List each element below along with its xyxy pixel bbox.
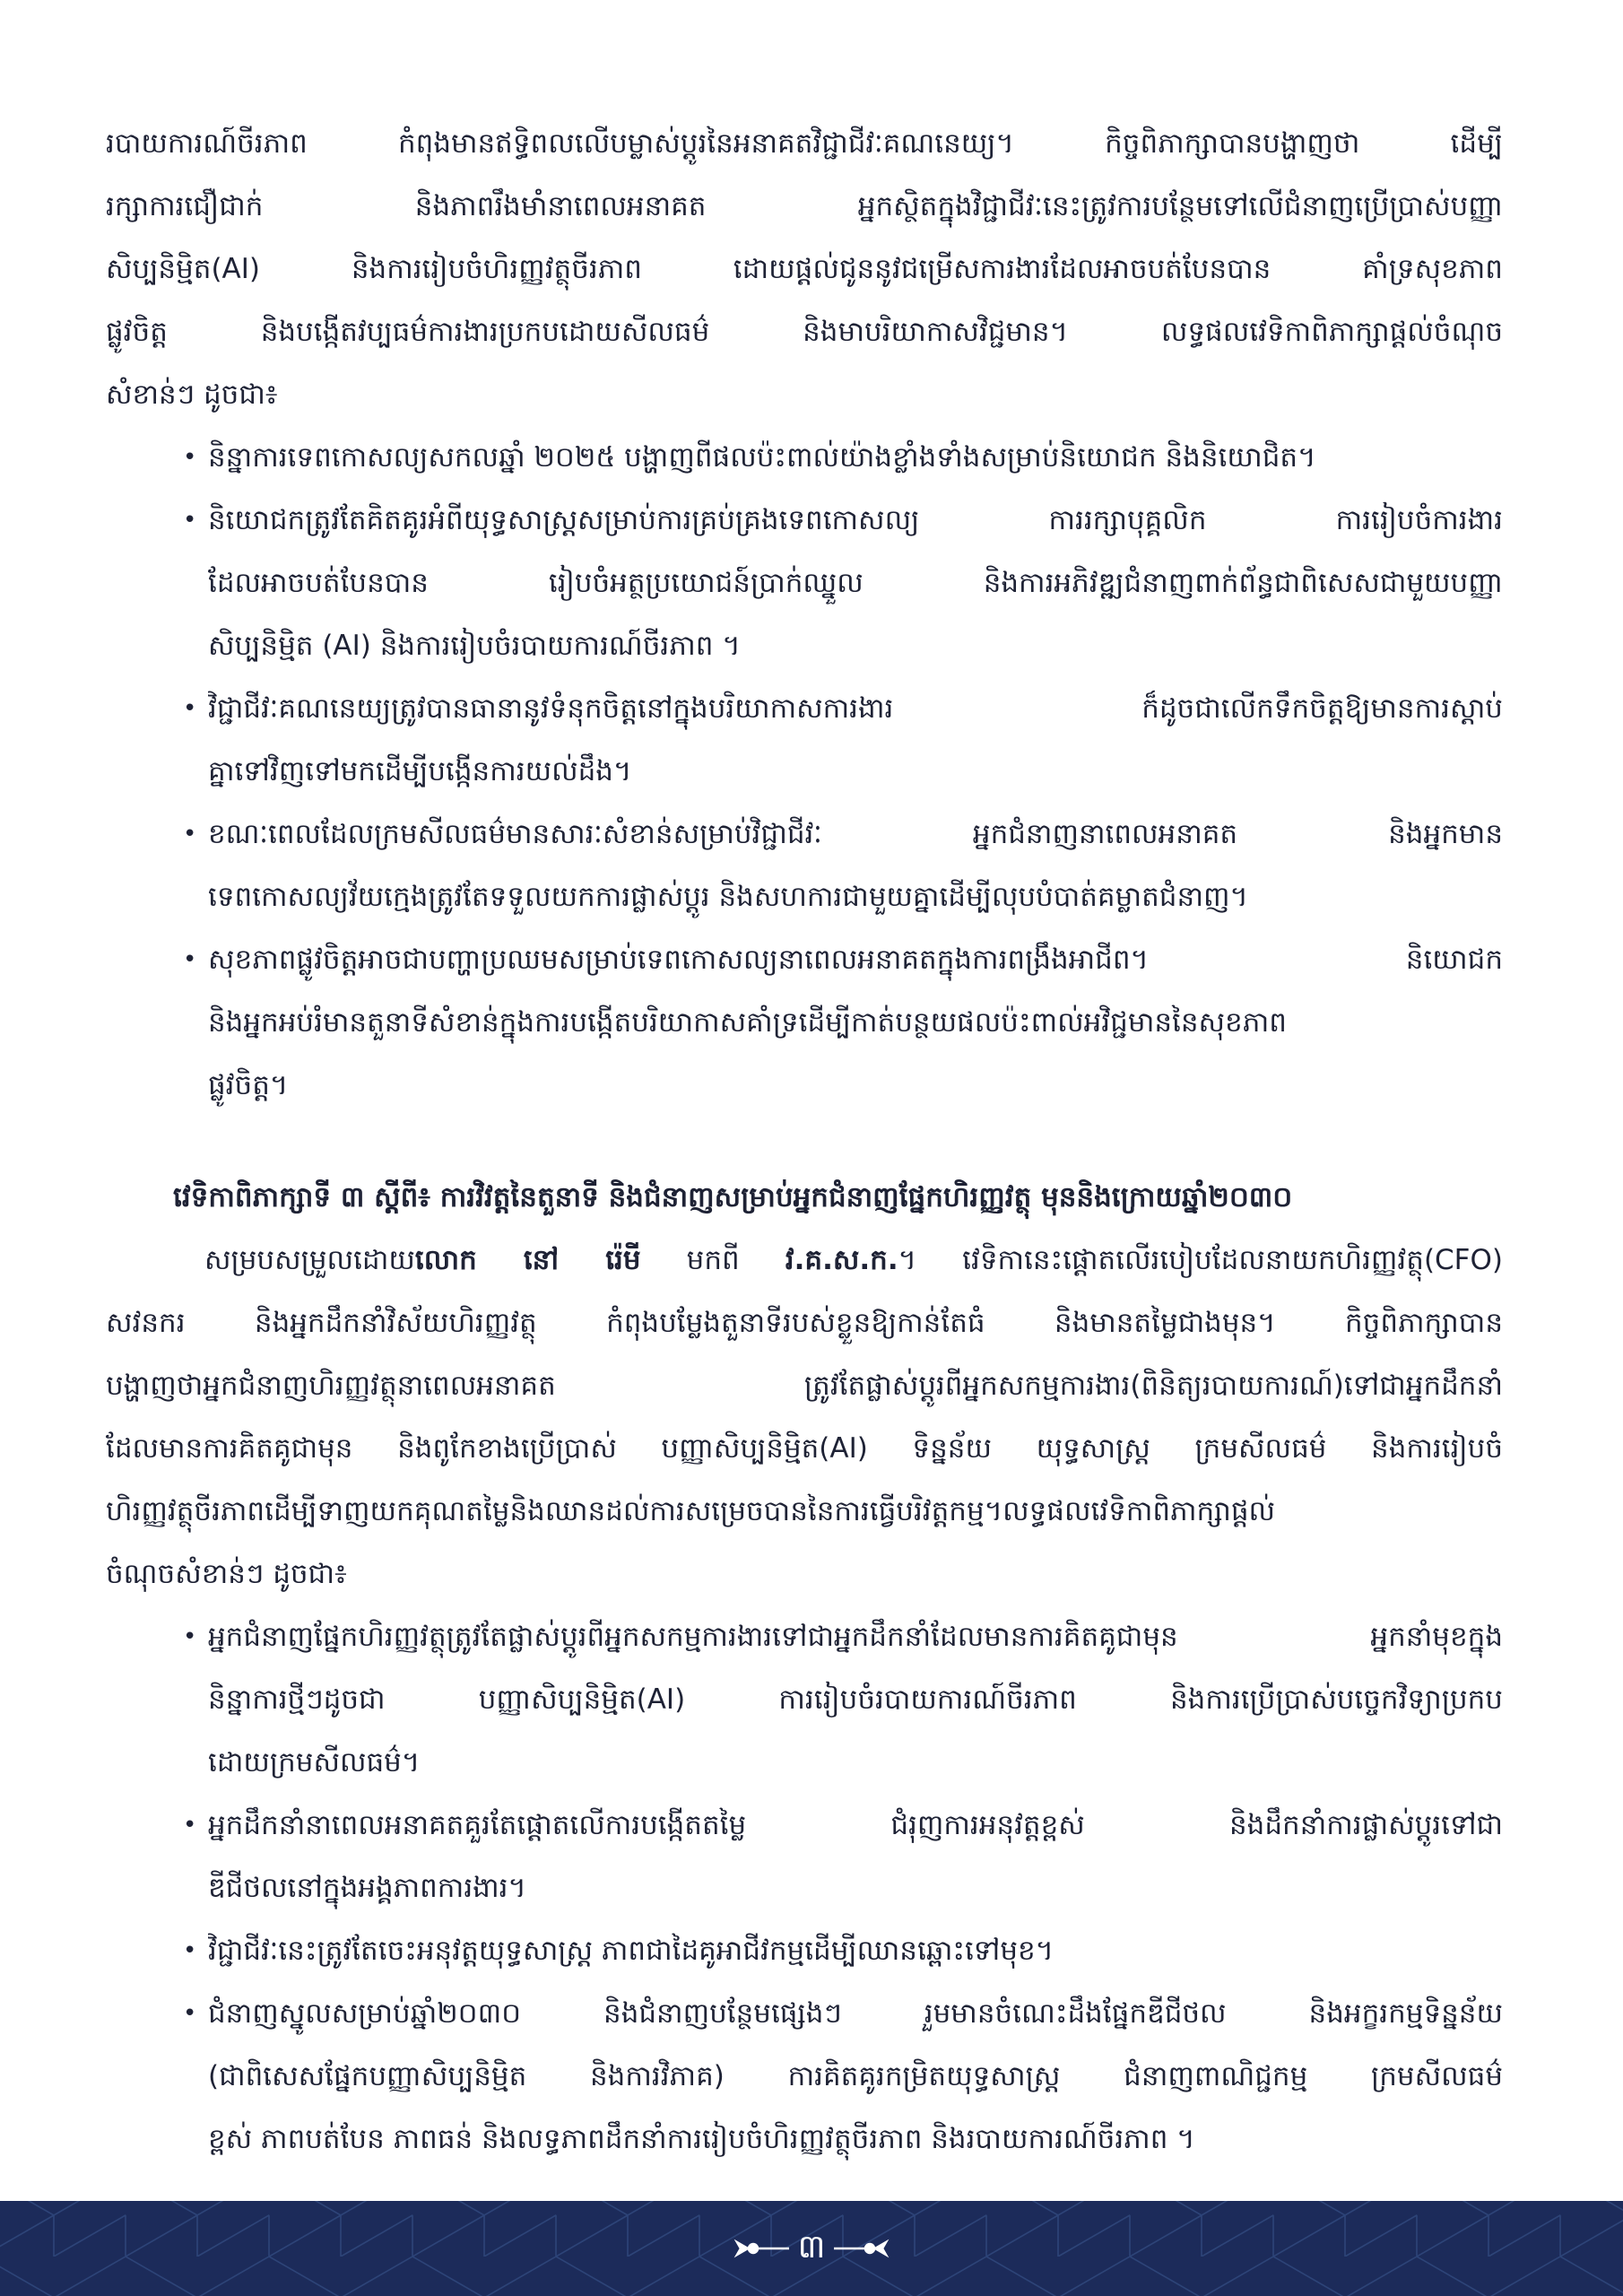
bullet-icon: • — [183, 444, 197, 471]
list-item-line: ខ្ពស់ ភាពបត់បែន ភាពធន់ និងលទ្ធភាពដឹកនាំការរៀបចំហិរញ្ញវត្ថុចីរភាព និងរបាយការណ៍ចីរភាព ។ — [208, 2123, 1195, 2155]
list-item — [183, 1919, 1503, 1982]
list-item — [183, 677, 1503, 803]
list-item-line: វិជ្ជាជីវៈគណនេយ្យត្រូវបានធានានូវទំនុកចិត្តនៅក្នុងបរិយាកាសការងារ ក៏ដូចជាលើកទឹកចិត្តឱ្យមានការស្តាប់ — [208, 692, 1503, 725]
list-item — [183, 1982, 1503, 2170]
list-item-line: ផ្លូវចិត្ត។ — [208, 1069, 289, 1101]
list-item-line: ទេពកោសល្យវ័យក្មេងត្រូវតែទទួលយកការផ្លាស់ប្តូរ និងសហការជាមួយគ្នាដើម្បីលុបបំបាត់គម្លាតជំនាញ។ — [208, 881, 1248, 913]
list-item-line: អ្នកជំនាញផ្នែកហិរញ្ញវត្ថុត្រូវតែផ្លាស់ប្តូរពីអ្នកសកម្មការងារទៅជាអ្នកដឹកនាំដែលមានការគិតគូជាមុន អ្នកនាំមុខក្នុង — [208, 1621, 1503, 1653]
bullet-icon: • — [183, 821, 197, 848]
page-footer — [0, 2201, 1623, 2296]
list-item-line: សុខភាពផ្លូវចិត្តអាចជាបញ្ហាប្រឈមសម្រាប់ទេពកោសល្យនាពេលអនាគតក្នុងការពង្រឹងអាជីព។ និយោជក — [208, 944, 1503, 976]
list-item-line: ឌីជីថលនៅក្នុងអង្គភាពការងារ។ — [208, 1872, 526, 1904]
list-item-line: និយោជកត្រូវតែគិតគូរអំពីយុទ្ធសាស្ត្រសម្រាប់ការគ្រប់គ្រងទេពកោសល្យ ការរក្សាបុគ្គលិក ការរៀបចំការងារ — [208, 504, 1503, 536]
list-item — [183, 803, 1503, 928]
moderator-name: លោក នៅ រ៉េមី — [414, 1244, 641, 1276]
list-item-line: វិជ្ជាជីវៈនេះត្រូវតែចេះអនុវត្តយុទ្ធសាស្ត្រ ភាពជាដៃគូអាជីវកម្មដើម្បីឈានឆ្ពោះទៅមុខ។ — [208, 1935, 1055, 1967]
bullet-icon: • — [183, 1937, 197, 1964]
list-item-line: និន្នាការទេពកោសល្យសកលឆ្នាំ ២០២៥ បង្ហាញពីផលប៉ះពាល់យ៉ាងខ្លាំងទាំងសម្រាប់និយោជក និងនិយោជិត។ — [208, 441, 1316, 474]
list-item — [183, 489, 1503, 677]
paragraph-line: ដែលមានការគិតគូជាមុន និងពូកែខាងប្រើប្រាស់ បញ្ញាសិប្បនិម្មិត(AI) ទិន្នន័យ យុទ្ធសាស្ត្រ ក្រមសីលធម៌ និងការរៀបចំ — [106, 1432, 1503, 1465]
bullet-icon: • — [183, 507, 197, 534]
paragraph-line: សិប្បនិម្មិត(AI) និងការរៀបចំហិរញ្ញវត្ថុចីរភាព ដោយផ្តល់ជូននូវជម្រើសការងារដែលអាចបត់បែនបាន គាំទ្រសុខភាព — [106, 253, 1503, 285]
list-item-line: ដោយក្រមសីលធម៌។ — [208, 1746, 421, 1779]
paragraph-line: របាយការណ៍ចីរភាព កំពុងមានឥទ្ធិពលលើបម្លាស់ប្តូរនៃអនាគតវិជ្ជាជីវៈគណនេយ្យ។ កិច្ចពិភាក្សាបានបង្ហាញថា ដើម្បី — [106, 127, 1503, 160]
bullet-icon: • — [183, 1623, 197, 1650]
bullet-icon: • — [183, 946, 197, 973]
forum3-paragraph — [0, 1229, 1623, 1605]
list-item-line: គ្នាទៅវិញទៅមកដើម្បីបង្កើនការយល់ដឹង។ — [208, 755, 632, 787]
moderator-organization: វ.គ.ស.ក. — [785, 1244, 898, 1276]
list-item — [183, 1605, 1503, 1794]
list-item-line: និន្នាការថ្មីៗដូចជា បញ្ញាសិប្បនិម្មិត(AI) ការរៀបចំរបាយការណ៍ចីរភាព និងការប្រើប្រាស់បច្ចេកវិទ្យាប្រកប — [208, 1683, 1503, 1716]
page-number: ៣ — [797, 2229, 826, 2266]
paragraph-line — [106, 1229, 1503, 1292]
intro-paragraph — [0, 112, 1623, 426]
list-item-line: ដែលអាចបត់បែនបាន រៀបចំអត្ថប្រយោជន៍ប្រាក់ឈ្នួល និងការអភិវឌ្ឍជំនាញពាក់ព័ន្ធជាពិសេសជាមួយបញ្ញា — [208, 567, 1503, 599]
list-item-line: (ជាពិសេសផ្នែកបញ្ញាសិប្បនិម្មិត និងការវិភាគ) ការគិតគូរកម្រិតយុទ្ធសាស្ត្រ ជំនាញពាណិជ្ជកម្ម ក្រមសីលធម៌ — [208, 2060, 1503, 2092]
list-item-line: អ្នកដឹកនាំនាពេលអនាគតគួរតែផ្តោតលើការបង្កើតតម្លៃ ជំរុញការអនុវត្តខ្ពស់ និងដឹកនាំការផ្លាស់ប្តូរទៅជា — [208, 1809, 1503, 1841]
bullet-icon: • — [183, 695, 197, 722]
moderator-prefix: សម្របសម្រួលដោយ — [204, 1244, 415, 1276]
bullet-icon: • — [183, 1812, 197, 1839]
page-content — [0, 112, 1623, 2170]
paragraph-line: ផ្លូវចិត្ត និងបង្កើតវប្បធម៌ការងារប្រកបដោយសីលធម៌ និងមាបរិយាកាសវិជ្ជមាន។ លទ្ធផលវេទិកាពិភាក្សាផ្តល់ចំណុច — [106, 316, 1503, 348]
paragraph-line: ហិរញ្ញវត្ថុចីរភាពដើម្បីទាញយកគុណតម្លៃនិងឈានដល់ការសម្រេចបាននៃការធ្វើបរិវត្តកម្ម។លទ្ធផលវេទិកាពិភាក្សាផ្តល់ — [106, 1495, 1276, 1527]
bullet-icon: • — [183, 2000, 197, 2027]
list-item-line: សិប្បនិម្មិត (AI) និងការរៀបចំរបាយការណ៍ចីរភាព ។ — [208, 630, 741, 662]
list-item — [183, 1794, 1503, 1919]
list-item-line: ខណៈពេលដែលក្រមសីលធម៌មានសារៈសំខាន់សម្រាប់វិជ្ជាជីវៈ អ្នកជំនាញនាពេលអនាគត និងអ្នកមាន — [208, 818, 1503, 850]
paragraph-line: រក្សាការជឿជាក់ និងភាពរឹងមាំនាពេលអនាគត អ្នកស្ថិតក្នុងវិជ្ជាជីវៈនេះត្រូវការបន្ថែមទៅលើជំនាញប្រើប្រាស់បញ្ញា — [106, 190, 1503, 222]
list-item-line: និងអ្នកអប់រំមានតួនាទីសំខាន់ក្នុងការបង្កើតបរិយាកាសគាំទ្រដើម្បីកាត់បន្ថយផលប៉ះពាល់អវិជ្ជមាននៃសុខភាព — [208, 1006, 1287, 1039]
section-heading: វេទិកាពិភាក្សាទី ៣ ស្តីពី៖ ការវិវត្តនៃតួនាទី និងជំនាញសម្រាប់អ្នកជំនាញផ្នែកហិរញ្ញវត្ថុ មុននិងក្រោយឆ្នាំ២០៣០ — [173, 1181, 1293, 1213]
list-item-line: ជំនាញស្នូលសម្រាប់ឆ្នាំ២០៣០ និងជំនាញបន្ថែមផ្សេងៗ រួមមានចំណេះដឹងផ្នែកឌីជីថល និងអក្ខរកម្មទិន្នន័យ — [208, 1997, 1503, 2030]
paragraph-text: ។ វេទិកានេះផ្តោតលើរបៀបដែលនាយកហិរញ្ញវត្ថុ(CFO) — [898, 1244, 1503, 1276]
paragraph-line: ចំណុចសំខាន់ៗ ដូចជា៖ — [106, 1558, 347, 1590]
moderator-from: មកពី — [686, 1244, 740, 1276]
list-item — [183, 426, 1503, 489]
list-item — [183, 928, 1503, 1117]
paragraph-line: បង្ហាញថាអ្នកជំនាញហិរញ្ញវត្ថុនាពេលអនាគត ត្រូវតែផ្លាស់ប្តូរពីអ្នកសកម្មការងារ(ពិនិត្យរបាយការណ៍)ទៅជាអ្នកដឹកនាំ — [106, 1370, 1503, 1402]
paragraph-line: សវនករ និងអ្នកដឹកនាំវិស័យហិរញ្ញវត្ថុ កំពុងបម្លែងតួនាទីរបស់ខ្លួនឱ្យកាន់តែធំ និងមានតម្លៃជាងមុន។ កិច្ចពិភាក្សាបាន — [106, 1307, 1503, 1339]
paragraph-line: សំខាន់ៗ ដូចជា៖ — [106, 378, 278, 411]
